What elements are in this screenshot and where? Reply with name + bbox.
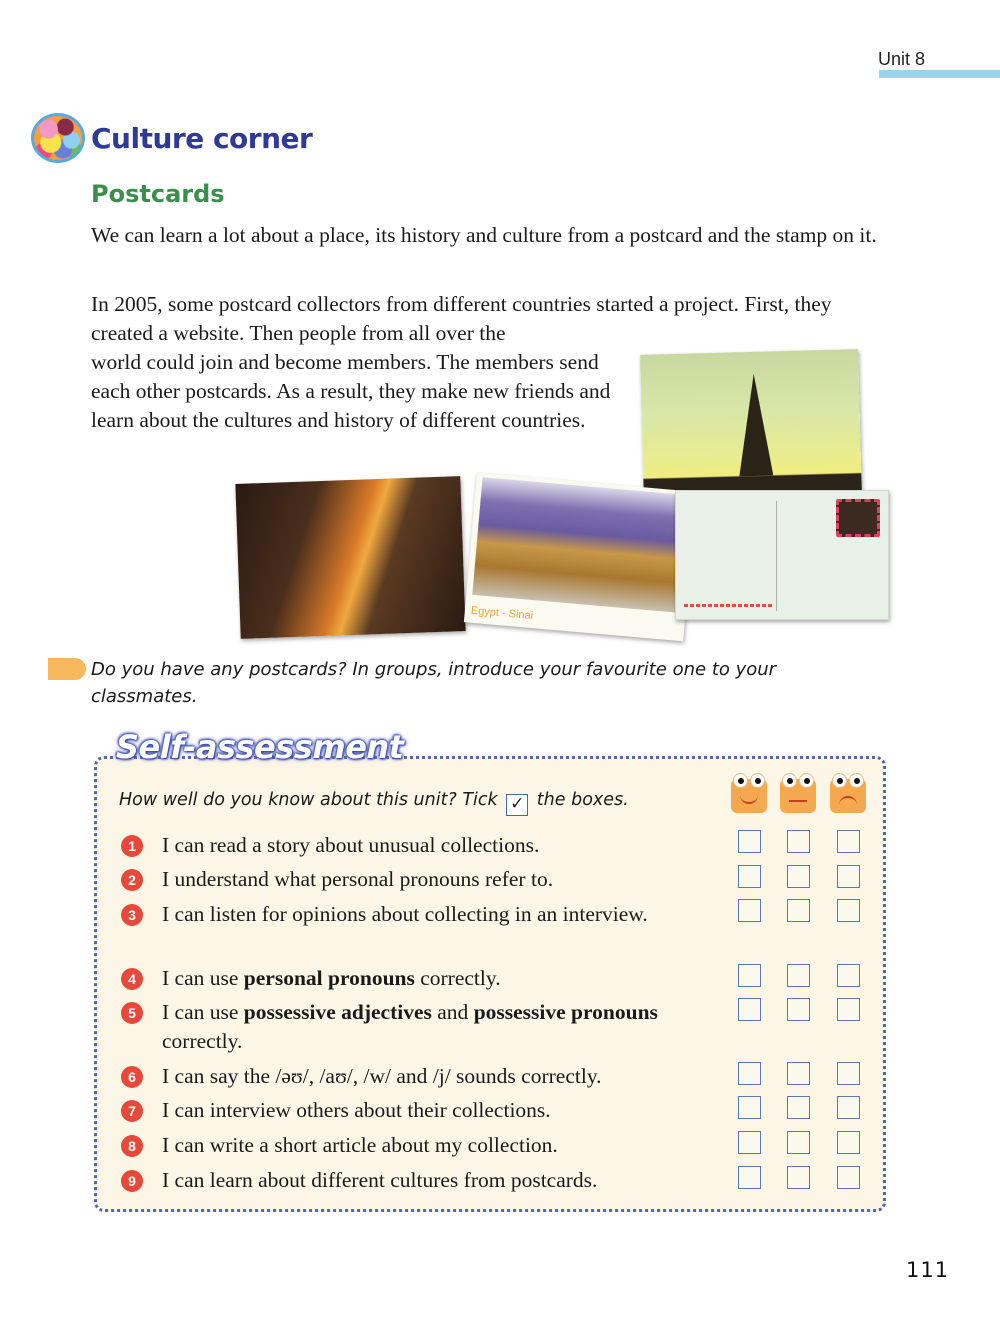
item-text: I can use possessive adjectives and possessive pronouns correctly. bbox=[162, 1000, 658, 1053]
egypt-landscape-image bbox=[472, 477, 689, 613]
item-number-badge: 4 bbox=[121, 968, 143, 990]
item-number-badge: 5 bbox=[121, 1002, 143, 1024]
item-number-badge: 3 bbox=[121, 904, 143, 926]
checkbox-item-8-ok[interactable] bbox=[787, 1131, 810, 1154]
unit-label: Unit 8 bbox=[878, 49, 926, 69]
checkbox-item-6-poor[interactable] bbox=[837, 1062, 860, 1085]
assessment-item-2 bbox=[121, 865, 721, 894]
article-paragraph-1: We can learn a lot about a place, its history and culture from a postcard and the stamp on it. bbox=[91, 223, 877, 247]
checkbox-item-4-poor[interactable] bbox=[837, 964, 860, 987]
item-text: I can use personal pronouns correctly. bbox=[162, 966, 501, 990]
stamp-icon bbox=[836, 499, 880, 537]
checkbox-item-2-poor[interactable] bbox=[837, 865, 860, 888]
checkbox-item-2-ok[interactable] bbox=[787, 865, 810, 888]
item-text: I can listen for opinions about collecting in an interview. bbox=[162, 902, 648, 926]
assessment-item-4 bbox=[121, 964, 721, 993]
task-marker-icon bbox=[48, 658, 86, 680]
postcard-back bbox=[675, 490, 889, 620]
checkbox-item-7-good[interactable] bbox=[738, 1096, 761, 1119]
checkbox-item-7-ok[interactable] bbox=[787, 1096, 810, 1119]
checkbox-item-3-poor[interactable] bbox=[837, 899, 860, 922]
checkbox-item-2-good[interactable] bbox=[738, 865, 761, 888]
article-paragraph-2-text: In 2005, some postcard collectors from different countries started a project. First, they created a website. Then people from all over the world could join and become members. The members send each other postcards. As a result, they make new friends and learn about the cultures and history of different countries. bbox=[91, 292, 832, 432]
item-number-badge: 7 bbox=[121, 1100, 143, 1122]
checkbox-item-3-good[interactable] bbox=[738, 899, 761, 922]
checkbox-item-5-poor[interactable] bbox=[837, 998, 860, 1021]
item-number-badge: 8 bbox=[121, 1135, 143, 1157]
checkbox-item-1-ok[interactable] bbox=[787, 830, 810, 853]
checkbox-item-8-good[interactable] bbox=[738, 1131, 761, 1154]
assessment-item-1 bbox=[121, 831, 721, 860]
checkbox-item-4-ok[interactable] bbox=[787, 964, 810, 987]
self-assessment-intro bbox=[119, 790, 629, 816]
checkbox-item-8-poor[interactable] bbox=[837, 1131, 860, 1154]
item-text: I understand what personal pronouns refer to. bbox=[162, 867, 554, 891]
happy-face-icon bbox=[731, 779, 767, 813]
checkbox-item-1-good[interactable] bbox=[738, 830, 761, 853]
checkbox-item-5-good[interactable] bbox=[738, 998, 761, 1021]
eiffel-tower-postcard bbox=[640, 349, 862, 500]
item-number-badge: 9 bbox=[121, 1170, 143, 1192]
task-text: Do you have any postcards? In groups, introduce your favourite one to your classmates. bbox=[91, 659, 777, 707]
item-text: I can learn about different cultures from postcards. bbox=[162, 1168, 598, 1192]
checkbox-item-9-poor[interactable] bbox=[837, 1166, 860, 1189]
item-text: I can interview others about their collections. bbox=[162, 1098, 551, 1122]
page-number: 111 bbox=[906, 1258, 950, 1282]
assessment-item-8 bbox=[121, 1131, 721, 1160]
item-number-badge: 2 bbox=[121, 869, 143, 891]
assessment-item-6 bbox=[121, 1062, 721, 1091]
item-text: I can say the /əʊ/, /aʊ/, /w/ and /j/ sounds correctly. bbox=[162, 1064, 602, 1088]
colorful-circles-icon bbox=[31, 113, 85, 163]
checkbox-item-4-good[interactable] bbox=[738, 964, 761, 987]
sad-face-icon bbox=[830, 779, 866, 813]
neutral-face-icon bbox=[780, 779, 816, 813]
checkbox-item-1-poor[interactable] bbox=[837, 830, 860, 853]
street-postcard bbox=[235, 476, 465, 639]
postcard-caption: Egypt - Sinai bbox=[470, 604, 534, 623]
checkbox-item-9-good[interactable] bbox=[738, 1166, 761, 1189]
checkbox-item-3-ok[interactable] bbox=[787, 899, 810, 922]
eiffel-tower-shape bbox=[737, 373, 774, 476]
article-title: Postcards bbox=[91, 180, 225, 208]
assessment-item-7 bbox=[121, 1096, 721, 1125]
item-text: I can read a story about unusual collections. bbox=[162, 833, 540, 857]
item-number-badge: 1 bbox=[121, 835, 143, 857]
checkbox-item-7-poor[interactable] bbox=[837, 1096, 860, 1119]
checkbox-item-6-ok[interactable] bbox=[787, 1062, 810, 1085]
intro-text-before: How well do you know about this unit? Tick bbox=[119, 790, 498, 810]
item-text: I can write a short article about my collection. bbox=[162, 1133, 558, 1157]
checkbox-item-5-ok[interactable] bbox=[787, 998, 810, 1021]
unit-bar bbox=[879, 70, 1000, 78]
assessment-item-9 bbox=[121, 1166, 721, 1195]
assessment-item-5 bbox=[121, 998, 721, 1056]
section-title: Culture corner bbox=[91, 122, 313, 155]
postcard-divider bbox=[776, 501, 777, 611]
self-assessment-title: Self-assessment bbox=[116, 728, 404, 766]
checkbox-item-6-good[interactable] bbox=[738, 1062, 761, 1085]
tick-example-icon: ✓ bbox=[506, 794, 528, 816]
checkbox-item-9-ok[interactable] bbox=[787, 1166, 810, 1189]
intro-text-after: the boxes. bbox=[536, 790, 629, 810]
assessment-item-3 bbox=[121, 900, 721, 929]
item-number-badge: 6 bbox=[121, 1066, 143, 1088]
egypt-sinai-postcard bbox=[464, 473, 696, 642]
postcard-code-line bbox=[684, 604, 774, 607]
